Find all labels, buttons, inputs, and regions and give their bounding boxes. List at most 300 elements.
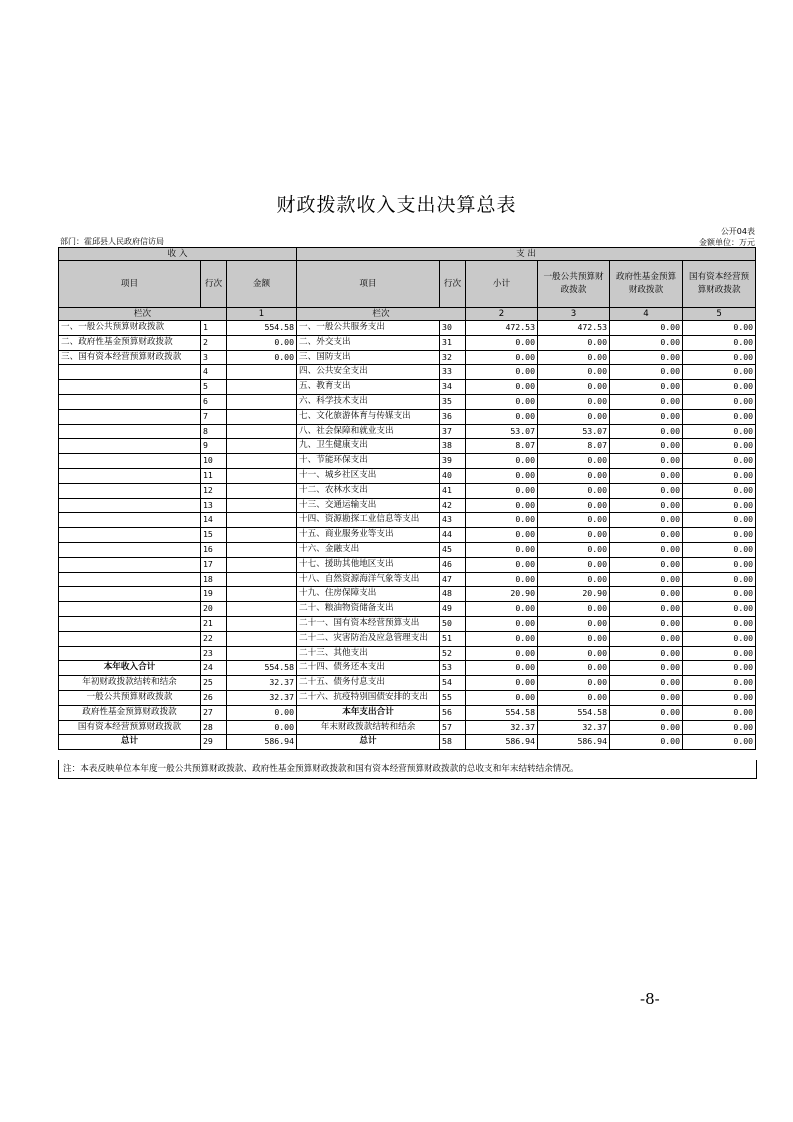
income-line-cell: 6 — [201, 394, 227, 409]
table-row — [59, 321, 756, 336]
income-line-cell: 15 — [201, 528, 227, 543]
gov-fund-cell: 0.00 — [610, 454, 683, 469]
income-item-cell — [59, 454, 201, 469]
subtotal-cell: 0.00 — [466, 365, 538, 380]
income-line-cell: 1 — [201, 321, 227, 336]
state-capital-cell: 0.00 — [683, 424, 756, 439]
subtotal-cell: 0.00 — [466, 616, 538, 631]
general-budget-cell: 8.07 — [538, 439, 610, 454]
state-capital-cell: 0.00 — [683, 350, 756, 365]
table-row — [59, 335, 756, 350]
state-capital-cell: 0.00 — [683, 676, 756, 691]
state-capital-cell: 0.00 — [683, 542, 756, 557]
income-line-cell: 18 — [201, 572, 227, 587]
expense-line-cell: 58 — [440, 735, 466, 750]
lanci-3: 3 — [538, 308, 610, 321]
state-capital-cell: 0.00 — [683, 631, 756, 646]
expense-line-cell: 54 — [440, 676, 466, 691]
table-row — [59, 646, 756, 661]
subtotal-cell: 0.00 — [466, 690, 538, 705]
income-item-cell — [59, 468, 201, 483]
lanci-5: 5 — [683, 308, 756, 321]
general-budget-cell: 32.37 — [538, 720, 610, 735]
expense-line-cell: 31 — [440, 335, 466, 350]
income-amount-cell: 0.00 — [227, 705, 297, 720]
expense-item-cell: 十二、农林水支出 — [297, 483, 440, 498]
income-amount-cell — [227, 631, 297, 646]
table-row — [59, 365, 756, 380]
income-amount-cell — [227, 498, 297, 513]
income-amount-cell — [227, 468, 297, 483]
subtotal-cell: 0.00 — [466, 557, 538, 572]
col-subtotal: 小计 — [466, 261, 538, 308]
table-note: 注：本表反映单位本年度一般公共预算财政拨款、政府性基金预算财政拨款和国有资本经营预算财政拨款的总收支和年末结转结余情况。 — [58, 760, 757, 779]
subtotal-cell: 0.00 — [466, 602, 538, 617]
income-item-cell — [59, 365, 201, 380]
income-item-cell — [59, 394, 201, 409]
table-row — [59, 616, 756, 631]
expense-line-cell: 30 — [440, 321, 466, 336]
page-number: -8- — [640, 990, 660, 1008]
expense-line-cell: 41 — [440, 483, 466, 498]
income-line-cell: 12 — [201, 483, 227, 498]
form-number: 公开04表 — [720, 227, 755, 236]
income-item-cell — [59, 572, 201, 587]
lanci-4: 4 — [610, 308, 683, 321]
income-line-cell: 17 — [201, 557, 227, 572]
gov-fund-cell: 0.00 — [610, 468, 683, 483]
income-item-cell: 一、一般公共预算财政拨款 — [59, 321, 201, 336]
expense-line-cell: 37 — [440, 424, 466, 439]
income-amount-cell — [227, 365, 297, 380]
income-amount-cell — [227, 572, 297, 587]
col-general-budget: 一般公共预算财政拨款 — [538, 261, 610, 308]
general-budget-cell: 0.00 — [538, 468, 610, 483]
expense-item-cell: 十八、自然资源海洋气象等支出 — [297, 572, 440, 587]
col-expense-line: 行次 — [440, 261, 466, 308]
income-amount-cell — [227, 557, 297, 572]
income-amount-cell — [227, 409, 297, 424]
income-item-cell — [59, 616, 201, 631]
income-line-cell: 5 — [201, 380, 227, 395]
gov-fund-cell: 0.00 — [610, 616, 683, 631]
income-line-cell: 2 — [201, 335, 227, 350]
income-item-cell — [59, 631, 201, 646]
subtotal-cell: 0.00 — [466, 542, 538, 557]
state-capital-cell: 0.00 — [683, 394, 756, 409]
expense-item-cell: 二十、粮油物资储备支出 — [297, 602, 440, 617]
gov-fund-cell: 0.00 — [610, 394, 683, 409]
state-capital-cell: 0.00 — [683, 528, 756, 543]
income-line-cell: 27 — [201, 705, 227, 720]
expense-line-cell: 46 — [440, 557, 466, 572]
department-label: 部门：霍邱县人民政府信访局 — [60, 237, 164, 246]
table-row — [59, 409, 756, 424]
income-line-cell: 21 — [201, 616, 227, 631]
col-income-amount: 金额 — [227, 261, 297, 308]
general-budget-cell: 0.00 — [538, 616, 610, 631]
table-row — [59, 380, 756, 395]
expense-line-cell: 45 — [440, 542, 466, 557]
expense-line-cell: 48 — [440, 587, 466, 602]
income-item-cell: 二、政府性基金预算财政拨款 — [59, 335, 201, 350]
income-amount-cell: 554.58 — [227, 661, 297, 676]
income-amount-cell — [227, 616, 297, 631]
subtotal-cell: 0.00 — [466, 631, 538, 646]
state-capital-cell: 0.00 — [683, 454, 756, 469]
general-budget-cell: 0.00 — [538, 557, 610, 572]
table-row — [59, 424, 756, 439]
expense-item-cell: 年末财政拨款结转和结余 — [297, 720, 440, 735]
gov-fund-cell: 0.00 — [610, 365, 683, 380]
subtotal-cell: 0.00 — [466, 646, 538, 661]
expense-line-cell: 51 — [440, 631, 466, 646]
subtotal-cell: 0.00 — [466, 676, 538, 691]
gov-fund-cell: 0.00 — [610, 705, 683, 720]
state-capital-cell: 0.00 — [683, 616, 756, 631]
general-budget-cell: 0.00 — [538, 602, 610, 617]
expense-line-cell: 53 — [440, 661, 466, 676]
general-budget-cell: 0.00 — [538, 409, 610, 424]
income-line-cell: 22 — [201, 631, 227, 646]
state-capital-cell: 0.00 — [683, 321, 756, 336]
income-amount-cell — [227, 439, 297, 454]
income-item-cell — [59, 439, 201, 454]
expense-item-cell: 十三、交通运输支出 — [297, 498, 440, 513]
income-line-cell: 14 — [201, 513, 227, 528]
state-capital-cell: 0.00 — [683, 380, 756, 395]
subtotal-cell: 586.94 — [466, 735, 538, 750]
expense-item-cell: 三、国防支出 — [297, 350, 440, 365]
lanci-row — [59, 308, 756, 321]
income-amount-cell: 0.00 — [227, 335, 297, 350]
general-budget-cell: 0.00 — [538, 676, 610, 691]
state-capital-cell: 0.00 — [683, 365, 756, 380]
income-item-cell: 三、国有资本经营预算财政拨款 — [59, 350, 201, 365]
general-budget-cell: 0.00 — [538, 394, 610, 409]
table-row — [59, 705, 756, 720]
state-capital-cell: 0.00 — [683, 735, 756, 750]
income-item-cell: 年初财政拨款结转和结余 — [59, 676, 201, 691]
income-item-cell — [59, 587, 201, 602]
subtotal-cell: 472.53 — [466, 321, 538, 336]
general-budget-cell: 0.00 — [538, 335, 610, 350]
gov-fund-cell: 0.00 — [610, 542, 683, 557]
expense-item-cell: 七、文化旅游体育与传媒支出 — [297, 409, 440, 424]
subtotal-cell: 0.00 — [466, 513, 538, 528]
col-state-capital: 国有资本经营预算财政拨款 — [683, 261, 756, 308]
state-capital-cell: 0.00 — [683, 646, 756, 661]
expense-line-cell: 36 — [440, 409, 466, 424]
income-amount-cell: 0.00 — [227, 720, 297, 735]
income-line-cell: 7 — [201, 409, 227, 424]
general-budget-cell: 20.90 — [538, 587, 610, 602]
table-row — [59, 631, 756, 646]
income-amount-cell: 0.00 — [227, 350, 297, 365]
general-budget-cell: 0.00 — [538, 542, 610, 557]
subtotal-cell: 8.07 — [466, 439, 538, 454]
state-capital-cell: 0.00 — [683, 572, 756, 587]
income-item-cell: 一般公共预算财政拨款 — [59, 690, 201, 705]
gov-fund-cell: 0.00 — [610, 676, 683, 691]
income-line-cell: 26 — [201, 690, 227, 705]
general-budget-cell: 0.00 — [538, 661, 610, 676]
income-item-cell — [59, 542, 201, 557]
expense-item-cell: 六、科学技术支出 — [297, 394, 440, 409]
expense-item-cell: 本年支出合计 — [297, 705, 440, 720]
lanci-label: 栏次 — [59, 308, 227, 321]
state-capital-cell: 0.00 — [683, 439, 756, 454]
subtotal-cell: 0.00 — [466, 498, 538, 513]
income-item-cell: 国有资本经营预算财政拨款 — [59, 720, 201, 735]
expense-line-cell: 40 — [440, 468, 466, 483]
income-item-cell — [59, 646, 201, 661]
table-row — [59, 661, 756, 676]
income-line-cell: 10 — [201, 454, 227, 469]
income-amount-cell: 32.37 — [227, 690, 297, 705]
subtotal-cell: 0.00 — [466, 454, 538, 469]
income-amount-cell — [227, 424, 297, 439]
income-line-cell: 4 — [201, 365, 227, 380]
income-line-cell: 29 — [201, 735, 227, 750]
expense-item-cell: 二、外交支出 — [297, 335, 440, 350]
expense-item-cell: 十九、住房保障支出 — [297, 587, 440, 602]
income-line-cell: 3 — [201, 350, 227, 365]
table-row — [59, 602, 756, 617]
table-row — [59, 350, 756, 365]
income-item-cell — [59, 557, 201, 572]
table-row — [59, 587, 756, 602]
income-amount-cell — [227, 587, 297, 602]
lanci-label-2: 栏次 — [297, 308, 466, 321]
expense-item-cell: 二十二、灾害防治及应急管理支出 — [297, 631, 440, 646]
gov-fund-cell: 0.00 — [610, 350, 683, 365]
expense-line-cell: 47 — [440, 572, 466, 587]
expense-item-cell: 八、社会保障和就业支出 — [297, 424, 440, 439]
col-expense-item: 项目 — [297, 261, 440, 308]
income-item-cell — [59, 409, 201, 424]
gov-fund-cell: 0.00 — [610, 409, 683, 424]
expense-item-cell: 十六、金融支出 — [297, 542, 440, 557]
table-row — [59, 557, 756, 572]
column-header-row — [59, 261, 756, 308]
expense-item-cell: 十、节能环保支出 — [297, 454, 440, 469]
gov-fund-cell: 0.00 — [610, 735, 683, 750]
subtotal-cell: 32.37 — [466, 720, 538, 735]
income-line-cell: 28 — [201, 720, 227, 735]
gov-fund-cell: 0.00 — [610, 646, 683, 661]
income-line-cell: 23 — [201, 646, 227, 661]
income-line-cell: 24 — [201, 661, 227, 676]
income-amount-cell — [227, 394, 297, 409]
general-budget-cell: 0.00 — [538, 631, 610, 646]
income-item-cell — [59, 528, 201, 543]
state-capital-cell: 0.00 — [683, 498, 756, 513]
state-capital-cell: 0.00 — [683, 409, 756, 424]
expense-line-cell: 33 — [440, 365, 466, 380]
gov-fund-cell: 0.00 — [610, 321, 683, 336]
expense-item-cell: 十一、城乡社区支出 — [297, 468, 440, 483]
income-line-cell: 20 — [201, 602, 227, 617]
general-budget-cell: 0.00 — [538, 528, 610, 543]
general-budget-cell: 0.00 — [538, 572, 610, 587]
general-budget-cell: 0.00 — [538, 454, 610, 469]
subtotal-cell: 0.00 — [466, 468, 538, 483]
table-row — [59, 735, 756, 750]
expense-line-cell: 44 — [440, 528, 466, 543]
income-amount-cell: 554.58 — [227, 321, 297, 336]
subtotal-cell: 0.00 — [466, 350, 538, 365]
general-budget-cell: 0.00 — [538, 483, 610, 498]
state-capital-cell: 0.00 — [683, 483, 756, 498]
gov-fund-cell: 0.00 — [610, 513, 683, 528]
subtotal-cell: 554.58 — [466, 705, 538, 720]
subtotal-cell: 0.00 — [466, 335, 538, 350]
general-budget-cell: 0.00 — [538, 513, 610, 528]
income-item-cell: 本年收入合计 — [59, 661, 201, 676]
expense-line-cell: 34 — [440, 380, 466, 395]
table-row — [59, 676, 756, 691]
gov-fund-cell: 0.00 — [610, 631, 683, 646]
expense-item-cell: 四、公共安全支出 — [297, 365, 440, 380]
income-amount-cell — [227, 513, 297, 528]
expense-item-cell: 十四、资源勘探工业信息等支出 — [297, 513, 440, 528]
income-amount-cell — [227, 380, 297, 395]
gov-fund-cell: 0.00 — [610, 587, 683, 602]
general-budget-cell: 0.00 — [538, 646, 610, 661]
lanci-1: 1 — [227, 308, 297, 321]
general-budget-cell: 53.07 — [538, 424, 610, 439]
state-capital-cell: 0.00 — [683, 661, 756, 676]
income-item-cell — [59, 483, 201, 498]
expense-line-cell: 57 — [440, 720, 466, 735]
expense-item-cell: 二十一、国有资本经营预算支出 — [297, 616, 440, 631]
col-income-item: 项目 — [59, 261, 201, 308]
subtotal-cell: 0.00 — [466, 394, 538, 409]
table-row — [59, 498, 756, 513]
table-row — [59, 439, 756, 454]
state-capital-cell: 0.00 — [683, 468, 756, 483]
table-row — [59, 528, 756, 543]
state-capital-cell: 0.00 — [683, 602, 756, 617]
income-item-cell — [59, 602, 201, 617]
income-line-cell: 8 — [201, 424, 227, 439]
gov-fund-cell: 0.00 — [610, 439, 683, 454]
income-line-cell: 11 — [201, 468, 227, 483]
general-budget-cell: 0.00 — [538, 498, 610, 513]
expense-line-cell: 49 — [440, 602, 466, 617]
table-row — [59, 468, 756, 483]
expense-item-cell: 二十六、抗疫特别国债安排的支出 — [297, 690, 440, 705]
expense-item-cell: 五、教育支出 — [297, 380, 440, 395]
income-amount-cell: 586.94 — [227, 735, 297, 750]
expense-line-cell: 43 — [440, 513, 466, 528]
expense-item-cell: 二十四、债务还本支出 — [297, 661, 440, 676]
gov-fund-cell: 0.00 — [610, 335, 683, 350]
state-capital-cell: 0.00 — [683, 335, 756, 350]
table-row — [59, 690, 756, 705]
expense-line-cell: 56 — [440, 705, 466, 720]
gov-fund-cell: 0.00 — [610, 498, 683, 513]
income-item-cell — [59, 424, 201, 439]
expense-line-cell: 39 — [440, 454, 466, 469]
gov-fund-cell: 0.00 — [610, 661, 683, 676]
general-budget-cell: 586.94 — [538, 735, 610, 750]
gov-fund-cell: 0.00 — [610, 483, 683, 498]
gov-fund-cell: 0.00 — [610, 602, 683, 617]
general-budget-cell: 554.58 — [538, 705, 610, 720]
expense-item-cell: 二十五、债务付息支出 — [297, 676, 440, 691]
expense-item-cell: 十五、商业服务业等支出 — [297, 528, 440, 543]
income-line-cell: 25 — [201, 676, 227, 691]
income-item-cell: 政府性基金预算财政拨款 — [59, 705, 201, 720]
subtotal-cell: 0.00 — [466, 483, 538, 498]
general-budget-cell: 0.00 — [538, 365, 610, 380]
subtotal-cell: 20.90 — [466, 587, 538, 602]
state-capital-cell: 0.00 — [683, 587, 756, 602]
state-capital-cell: 0.00 — [683, 690, 756, 705]
expense-group-header: 支 出 — [297, 248, 756, 261]
income-amount-cell — [227, 602, 297, 617]
subtotal-cell: 0.00 — [466, 661, 538, 676]
expense-line-cell: 55 — [440, 690, 466, 705]
expense-line-cell: 38 — [440, 439, 466, 454]
general-budget-cell: 0.00 — [538, 350, 610, 365]
income-amount-cell — [227, 483, 297, 498]
income-item-cell: 总计 — [59, 735, 201, 750]
expense-item-cell: 总计 — [297, 735, 440, 750]
gov-fund-cell: 0.00 — [610, 380, 683, 395]
state-capital-cell: 0.00 — [683, 705, 756, 720]
table-row — [59, 454, 756, 469]
gov-fund-cell: 0.00 — [610, 572, 683, 587]
income-line-cell: 16 — [201, 542, 227, 557]
general-budget-cell: 472.53 — [538, 321, 610, 336]
expense-line-cell: 50 — [440, 616, 466, 631]
general-budget-cell: 0.00 — [538, 690, 610, 705]
state-capital-cell: 0.00 — [683, 513, 756, 528]
table-row — [59, 572, 756, 587]
page-title: 财政拨款收入支出决算总表 — [276, 194, 517, 216]
income-amount-cell — [227, 646, 297, 661]
subtotal-cell: 0.00 — [466, 572, 538, 587]
expense-item-cell: 二十三、其他支出 — [297, 646, 440, 661]
table-row — [59, 483, 756, 498]
general-budget-cell: 0.00 — [538, 380, 610, 395]
expense-item-cell: 九、卫生健康支出 — [297, 439, 440, 454]
gov-fund-cell: 0.00 — [610, 557, 683, 572]
income-line-cell: 13 — [201, 498, 227, 513]
gov-fund-cell: 0.00 — [610, 424, 683, 439]
table-row — [59, 394, 756, 409]
state-capital-cell: 0.00 — [683, 557, 756, 572]
income-line-cell: 9 — [201, 439, 227, 454]
income-line-cell: 19 — [201, 587, 227, 602]
income-item-cell — [59, 498, 201, 513]
expense-line-cell: 52 — [440, 646, 466, 661]
unit-label: 金额单位：万元 — [699, 238, 755, 247]
subtotal-cell: 0.00 — [466, 380, 538, 395]
subtotal-cell: 53.07 — [466, 424, 538, 439]
expense-line-cell: 35 — [440, 394, 466, 409]
income-item-cell — [59, 513, 201, 528]
gov-fund-cell: 0.00 — [610, 690, 683, 705]
group-header-row — [59, 248, 756, 261]
subtotal-cell: 0.00 — [466, 409, 538, 424]
income-group-header: 收 入 — [59, 248, 297, 261]
expense-line-cell: 32 — [440, 350, 466, 365]
col-gov-fund: 政府性基金预算财政拨款 — [610, 261, 683, 308]
